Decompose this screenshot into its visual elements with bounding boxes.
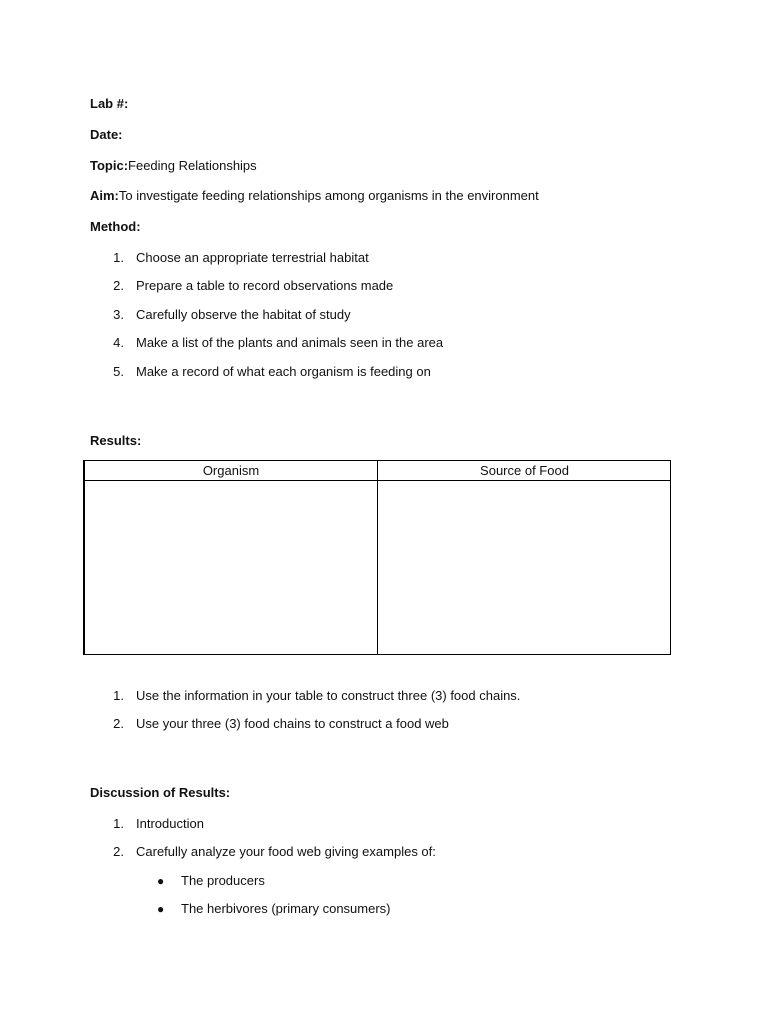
list-item-number: 2. [113, 844, 124, 859]
lab-number-label: Lab #: [90, 96, 129, 111]
bullet-icon: ● [157, 874, 165, 888]
topic-label: Topic: [90, 158, 129, 173]
list-item-text: Carefully analyze your food web giving examples of: [136, 844, 436, 859]
list-item-text: Introduction [136, 816, 204, 831]
list-item-number: 2. [113, 278, 124, 293]
aim-line [90, 188, 539, 204]
list-item-number: 2. [113, 716, 124, 731]
discussion-heading: Discussion of Results: [90, 785, 231, 800]
method-heading: Method: [90, 219, 141, 234]
list-item-text: Choose an appropriate terrestrial habitat [136, 250, 369, 265]
list-item-text: Make a record of what each organism is feeding on [136, 364, 431, 379]
bullet-text: The producers [181, 873, 265, 888]
list-item-number: 1. [113, 816, 124, 831]
list-item-number: 5. [113, 364, 124, 379]
results-table [83, 460, 671, 655]
list-item-number: 1. [113, 688, 124, 703]
table-header-organism: Organism [202, 463, 260, 478]
bullet-text: The herbivores (primary consumers) [181, 901, 391, 916]
list-item-text: Use the information in your table to construct three (3) food chains. [136, 688, 521, 703]
topic-line [90, 158, 257, 174]
list-item-number: 4. [113, 335, 124, 350]
list-item-text: Prepare a table to record observations made [136, 278, 394, 293]
topic-value: Feeding Relationships [128, 158, 257, 173]
list-item-text: Make a list of the plants and animals seen in the area [136, 335, 444, 350]
aim-label: Aim: [90, 188, 119, 203]
aim-value: To investigate feeding relationships among organisms in the environment [118, 188, 539, 203]
list-item-number: 3. [113, 307, 124, 322]
bullet-icon: ● [157, 902, 165, 916]
list-item-number: 1. [113, 250, 124, 265]
results-heading: Results: [90, 433, 142, 448]
table-column-divider [377, 461, 378, 654]
list-item-text: Use your three (3) food chains to construct a food web [136, 716, 449, 731]
date-label: Date: [90, 127, 123, 142]
table-header-source-of-food: Source of Food [480, 463, 569, 478]
list-item-text: Carefully observe the habitat of study [136, 307, 351, 322]
